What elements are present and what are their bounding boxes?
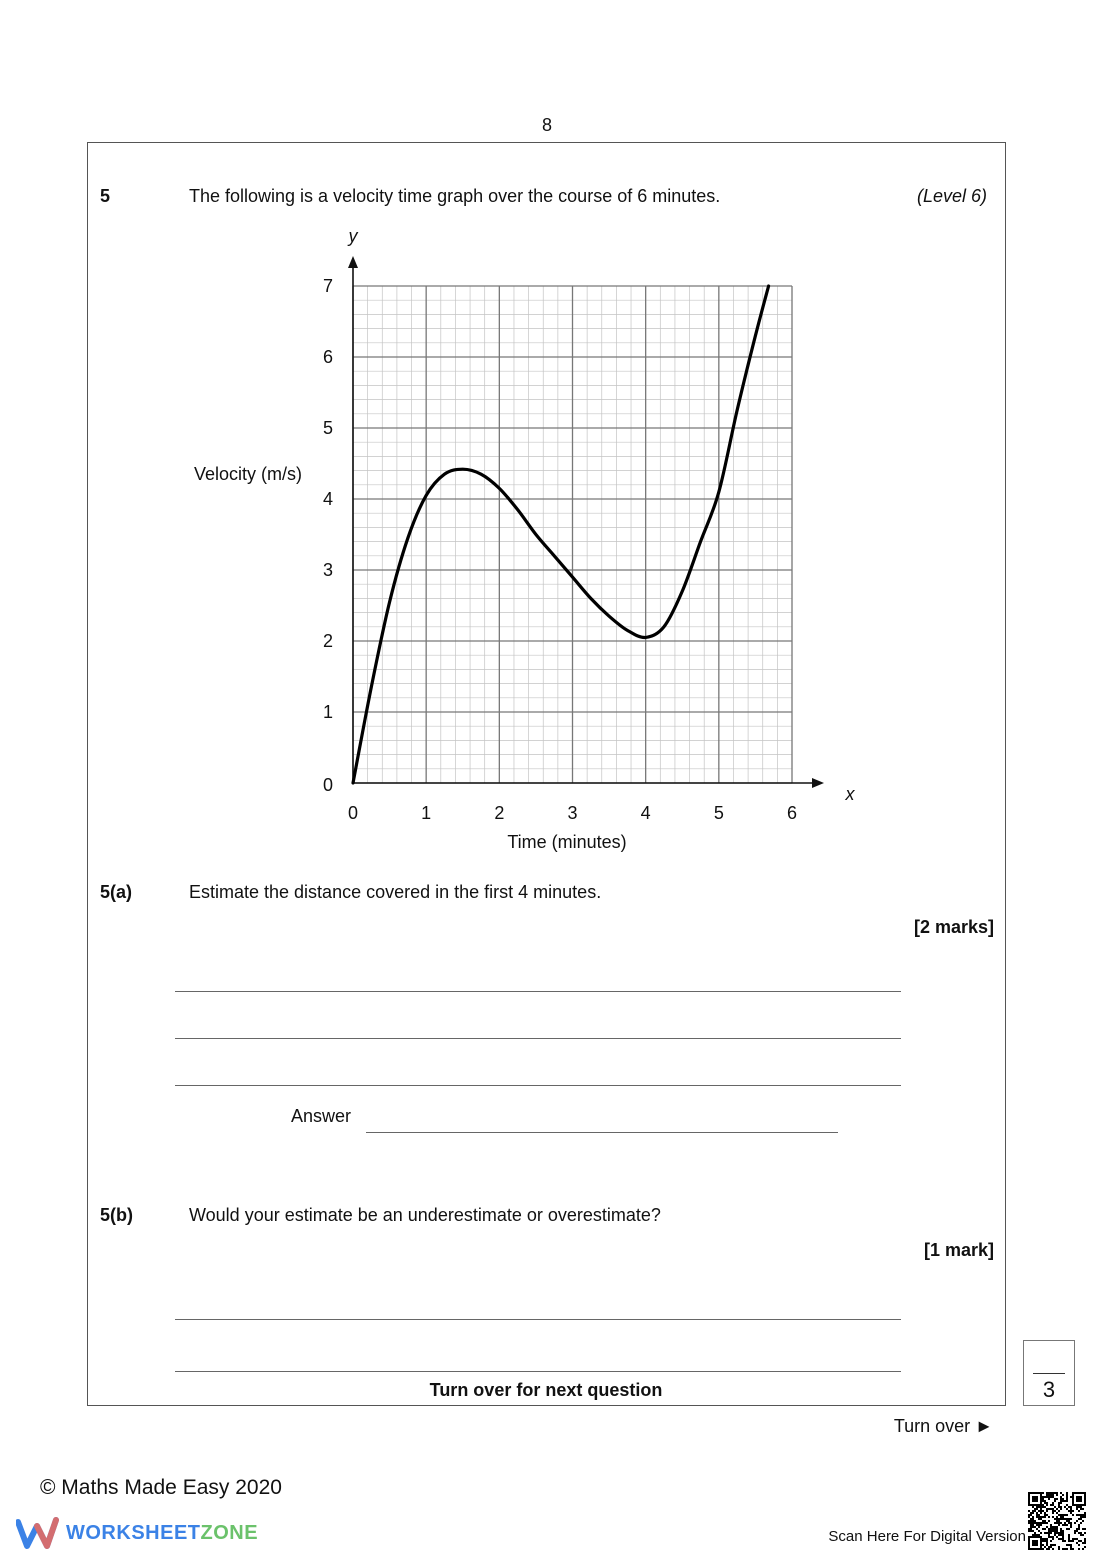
x-axis-arrow-icon [812,778,824,788]
y-tick-label: 4 [322,489,333,509]
velocity-time-chart [180,220,880,860]
x-axis-label: Time (minutes) [507,832,627,852]
major-grid [353,286,792,783]
brand-text-zone: ZONE [200,1521,259,1544]
y-tick-label: 2 [322,631,333,651]
x-tick-label: 0 [347,803,359,823]
y-tick-label: 5 [322,418,333,438]
mark-box [1023,1340,1075,1406]
part-a-text: Estimate the distance covered in the first 4 minutes. [189,882,602,902]
y-axis-label: Velocity (m/s) [194,464,303,484]
y-tick-label: 3 [322,560,333,580]
brand-text-worksheet: WORKSHEET [66,1521,201,1544]
answer-line-2[interactable] [175,1038,901,1039]
w-logo-icon [16,1516,60,1550]
part-b-number: 5(b) [100,1205,133,1225]
x-tick-label: 4 [640,803,651,823]
y-axis-arrow-icon [348,256,358,268]
chart-axes [348,256,824,788]
y-tick-label: 7 [322,276,333,296]
mark-box-line [1033,1373,1065,1374]
y-tick-label: 0 [322,775,333,795]
series-layer [353,286,769,783]
part-a-number: 5(a) [100,882,133,902]
answer-line-1[interactable] [175,991,901,992]
tick-labels [323,276,797,823]
x-tick-label: 2 [494,803,505,823]
qr-code-icon[interactable] [1028,1492,1086,1550]
turn-over-link[interactable]: Turn over ► [893,1416,993,1436]
page-number: 8 [541,115,552,135]
x-tick-label: 3 [567,803,578,823]
copyright-text: © Maths Made Easy 2020 [40,1476,282,1499]
question-number: 5 [100,186,111,206]
part-a-marks: [2 marks] [913,917,994,937]
answer-label: Answer [291,1106,352,1126]
question-level: (Level 6) [916,186,987,206]
turn-over-next-question: Turn over for next question [429,1380,663,1400]
answer-line-b2[interactable] [175,1371,901,1372]
answer-final-line[interactable] [366,1132,838,1133]
answer-line-b1[interactable] [175,1319,901,1320]
answer-line-3[interactable] [175,1085,901,1086]
scan-text: Scan Here For Digital Version [828,1528,1026,1545]
part-b-text: Would your estimate be an underestimate or overestimate? [189,1205,661,1225]
y-tick-label: 1 [322,702,333,722]
x-axis-letter: x [845,784,855,804]
question-text: The following is a velocity time graph over the course of 6 minutes. [189,186,721,206]
mark-box-total: 3 [1042,1377,1056,1402]
x-tick-label: 6 [786,803,798,823]
part-b-marks: [1 mark] [923,1240,994,1260]
y-axis-letter: y [348,226,358,246]
velocity-curve-line [353,286,769,783]
x-tick-label: 5 [713,803,724,823]
x-tick-label: 1 [421,803,432,823]
worksheetzone-logo [16,1516,258,1550]
y-tick-label: 6 [322,347,333,367]
